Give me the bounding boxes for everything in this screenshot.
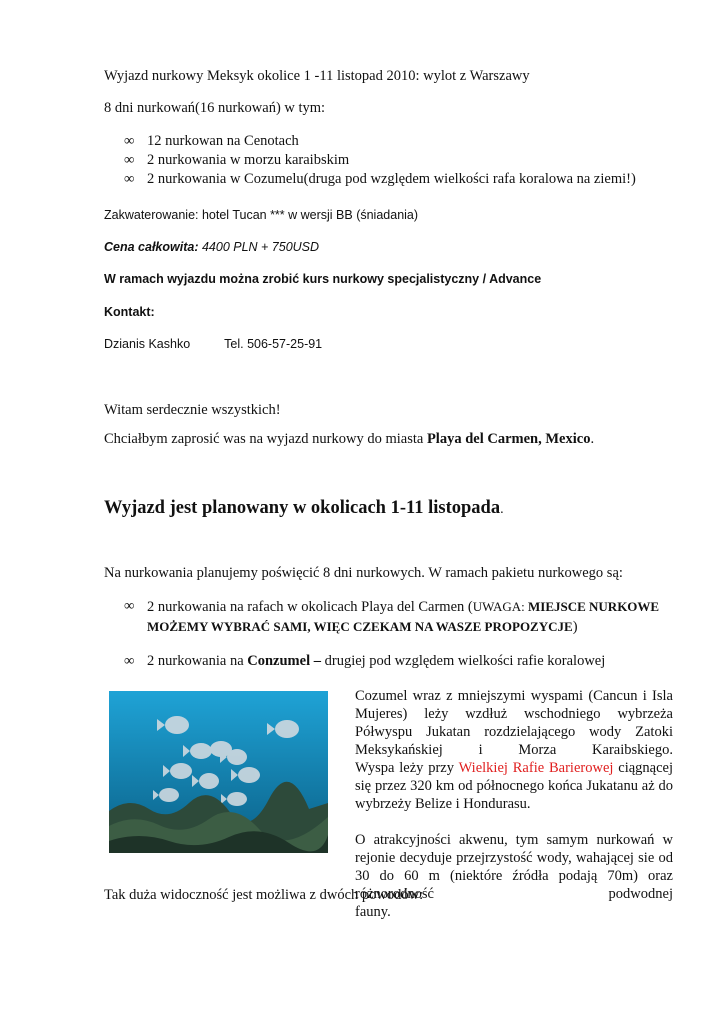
city-name: Playa del Carmen, Mexico <box>426 431 591 447</box>
package-list <box>124 597 659 671</box>
list-item: ∞ 2 nurkowania na rafach w okolicach Playa del Carmen (UWAGA: MIEJSCE NURKOWE MOŻEMY WYBRAĆ SAMI, WIĘC CZEKAM NA WASZE PROPOZYCJE) <box>124 598 660 635</box>
contact-name: Dzianis Kashko <box>104 337 191 351</box>
dives-summary-line: 8 dni nurkowań(16 nurkowań) w tym: <box>104 100 326 116</box>
cozumel-paragraph: Cozumel wraz z mniejszymi wyspami (Cancun i Isla Mujeres) leży wzdłuż wschodniego wybrzeża Półwyspu Jukatan rozdzielającego wody Zatoki Meksykańskiej i Morza Karaibskiego. Wyspa leży przy Wielkiej Rafie Barierowej ciągnącej się przez 320 km od północnego końca Jukatanu aż do wybrzeży Belize i Hondurasu. O atrakcyjności akwenu, tym samym nurkowań w rejonie decyduje przejrzystość wody, wahającej sie od 30 do 60 m (niektóre źródła podają 70m) oraz różnorodność podwodnej fauny. <box>355 688 673 920</box>
greeting-line: Witam serdecznie wszystkich! <box>104 402 281 418</box>
dive-list <box>124 133 636 190</box>
infinity-bullet-icon: ∞ <box>124 152 135 168</box>
page-heading: Wyjazd jest planowany w okolicach 1-11 listopada. <box>104 498 504 518</box>
price-label: Cena całkowita: <box>104 240 199 254</box>
price-line <box>104 240 319 254</box>
reef-name: Wielkiej Rafie Barierowej <box>458 760 614 776</box>
invite-line: Chciałbym zaprosić was na wyjazd nurkowy do miasta Playa del Carmen, Mexico. <box>104 431 595 447</box>
package-line: Na nurkowania planujemy poświęcić 8 dni nurkowych. W ramach pakietu nurkowego są: <box>104 565 623 581</box>
list-item: ∞ 2 nurkowania w Cozumelu(druga pod względem wielkości rafa koralowa na ziemi!) <box>124 171 636 187</box>
contact-label: Kontakt: <box>104 305 155 319</box>
infinity-bullet-icon: ∞ <box>124 598 135 614</box>
closing-line: Tak duża widoczność jest możliwa z dwóch powodów: <box>104 887 424 903</box>
list-item: ∞ 2 nurkowania w morzu karaibskim <box>124 152 350 168</box>
list-item: ∞ 12 nurkowan na Cenotach <box>124 133 299 149</box>
course-line: W ramach wyjazdu można zrobić kurs nurkowy specjalistyczny / Advance <box>104 272 542 286</box>
infinity-bullet-icon: ∞ <box>124 171 135 187</box>
accommodation-line: Zakwaterowanie: hotel Tucan *** w wersji BB (śniadania) <box>104 208 419 222</box>
list-item: ∞ 2 nurkowania na Conzumel – drugiej pod względem wielkości rafie koralowej <box>124 653 606 669</box>
fish-reef-image <box>109 691 328 853</box>
contact-line <box>104 337 322 351</box>
contact-phone: Tel. 506-57-25-91 <box>224 337 323 351</box>
price-value: 4400 PLN + 750USD <box>198 240 320 254</box>
infinity-bullet-icon: ∞ <box>124 133 135 149</box>
underwater-photo <box>109 691 328 853</box>
infinity-bullet-icon: ∞ <box>124 653 135 669</box>
trip-title-line: Wyjazd nurkowy Meksyk okolice 1 -11 listopad 2010: wylot z Warszawy <box>104 68 530 84</box>
